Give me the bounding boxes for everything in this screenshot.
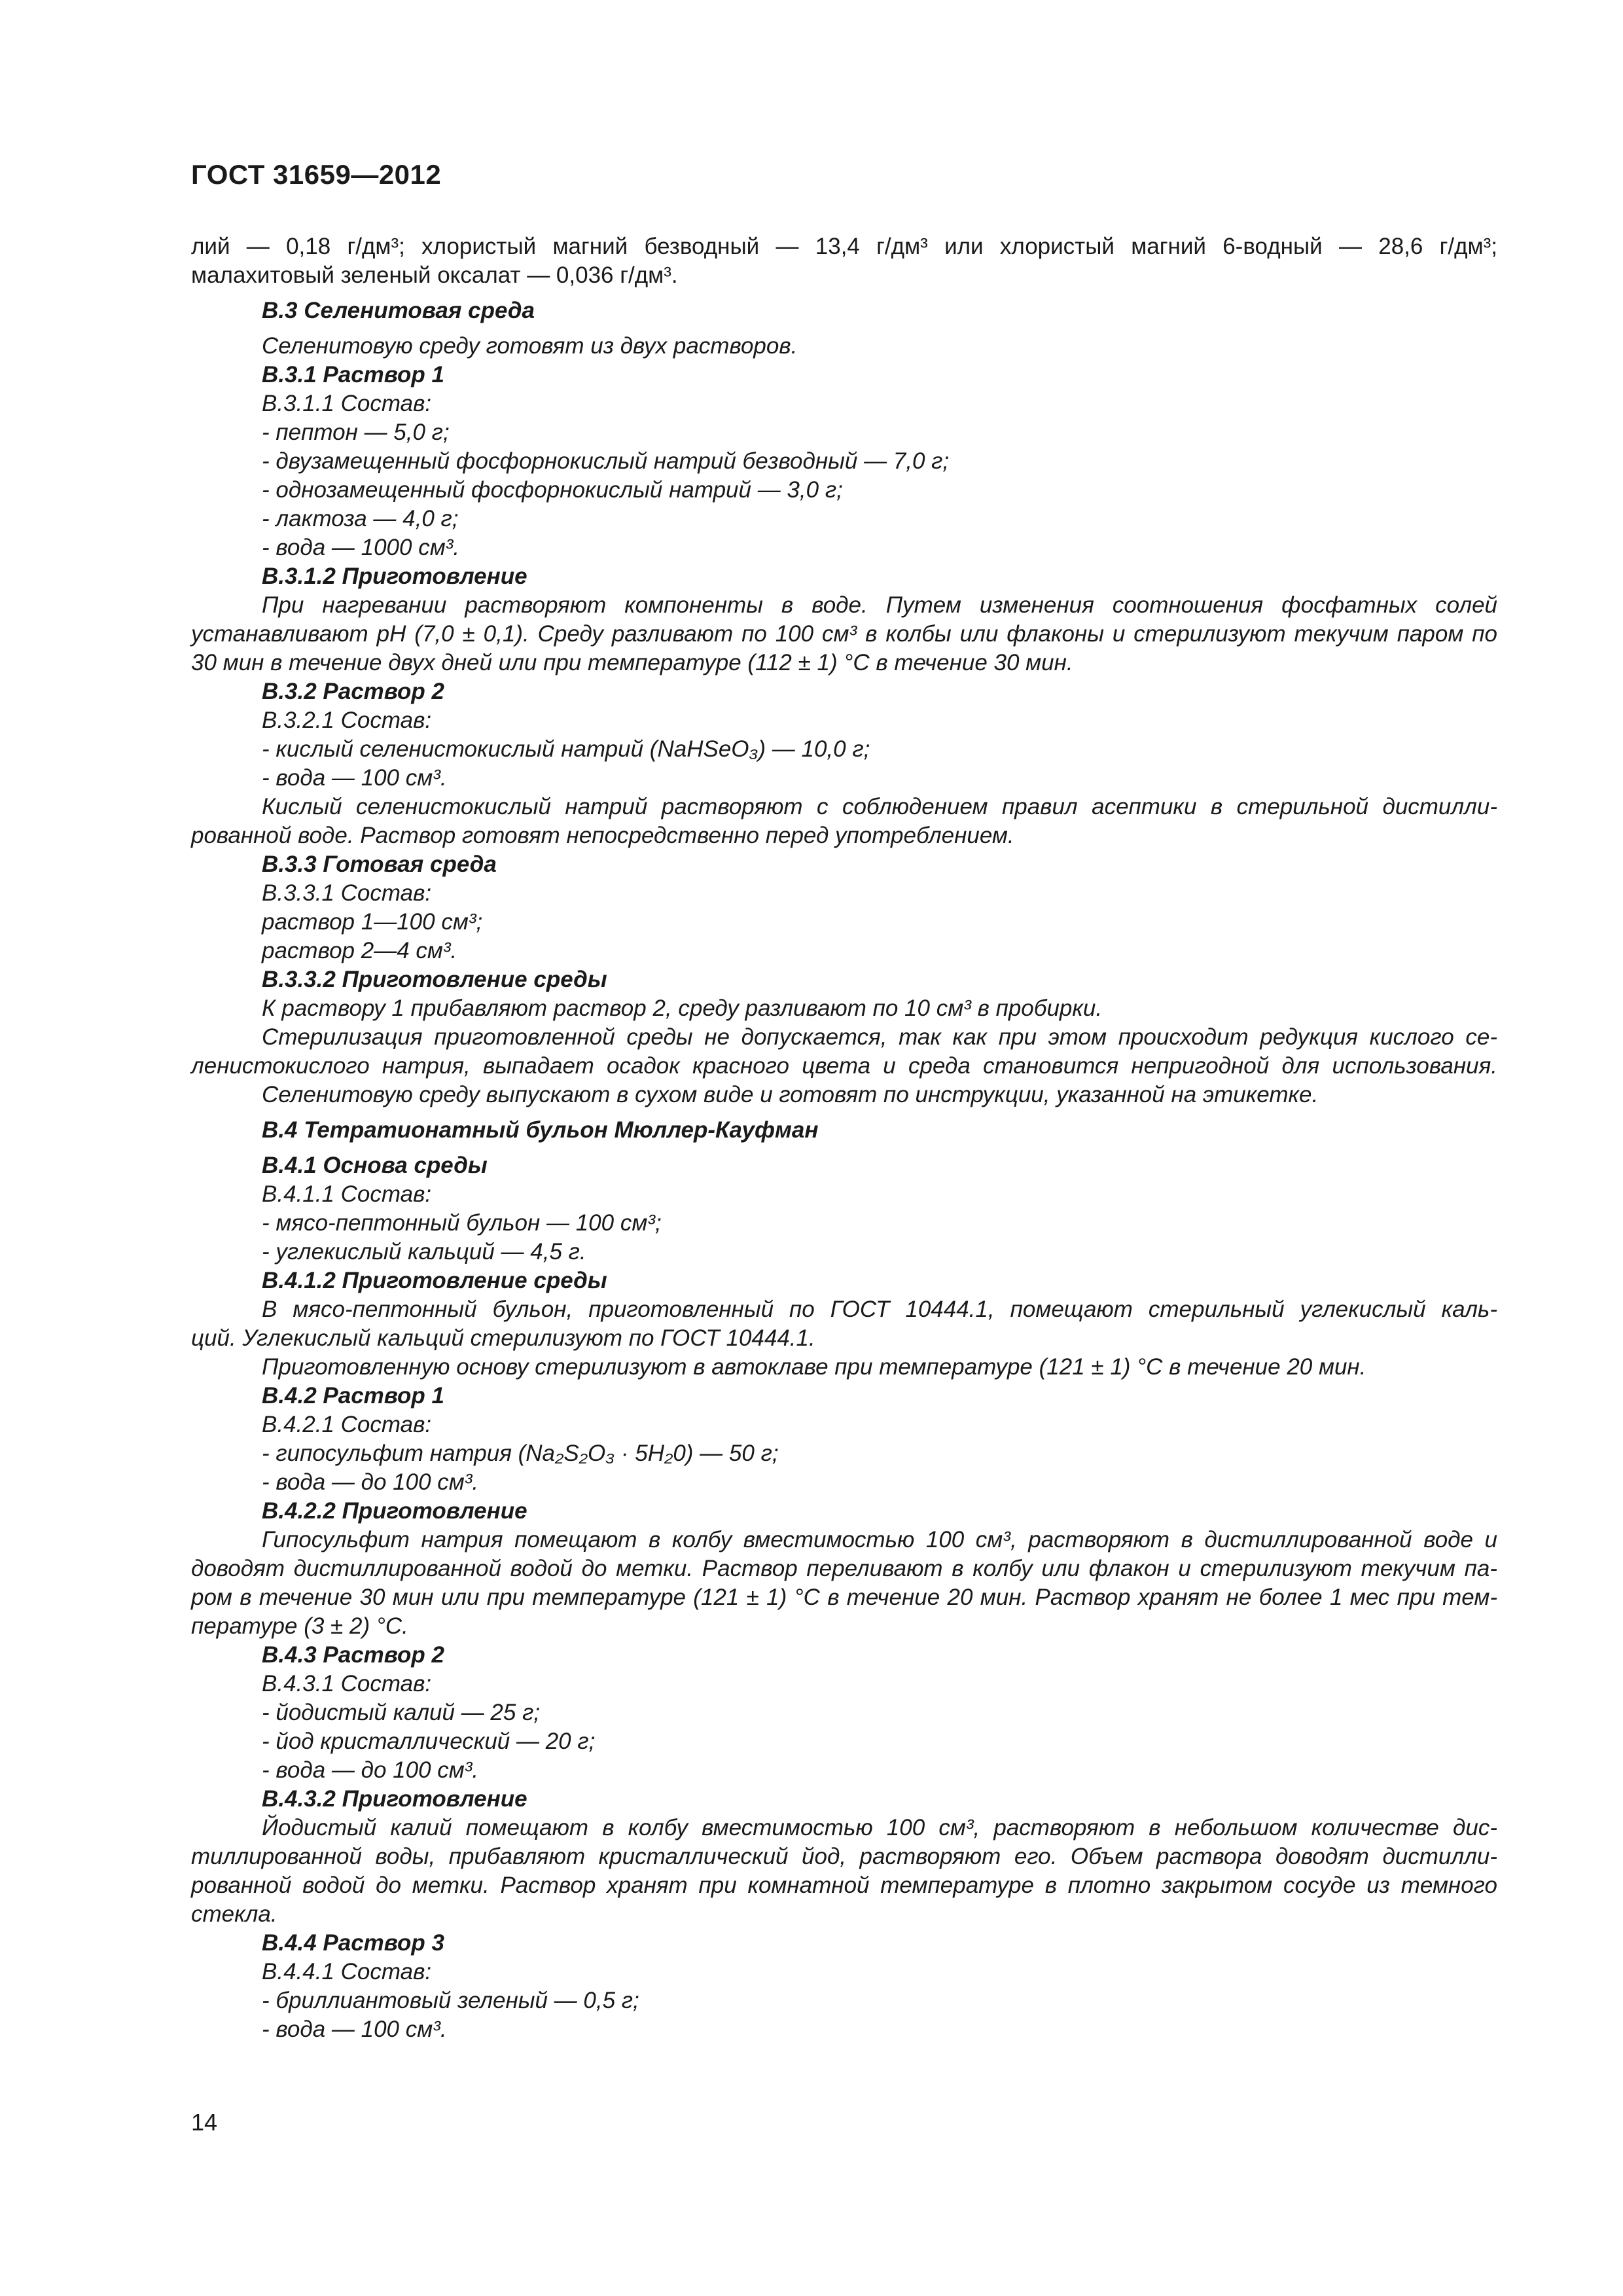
list-item: - пептон — 5,0 г;: [262, 420, 450, 445]
body-line: стекла.: [191, 1901, 277, 1927]
composition-label: В.4.4.1 Состав:: [262, 1959, 432, 1984]
body-line: ленистокислого натрия, выпадает осадок красного цвета и среда становится непригодной для использования.: [191, 1053, 1497, 1079]
subsection-heading: В.3.1.2 Приготовление: [262, 564, 527, 589]
list-item: - кислый селенистокислый натрий (NaHSeO₃) — 10,0 г;: [262, 736, 870, 762]
body-line: ций. Углекислый кальций стерилизуют по ГОСТ 10444.1.: [191, 1325, 815, 1351]
body-line: Гипосульфит натрия помещают в колбу вместимостью 100 см³, растворяют в дистиллированной воде и: [262, 1527, 1497, 1552]
subsection-heading: В.4.3 Раствор 2: [262, 1642, 444, 1668]
body-line: пературе (3 ± 2) °С.: [191, 1613, 408, 1639]
subsection-heading: В.4.1 Основа среды: [262, 1153, 488, 1178]
list-item: - вода — до 100 см³.: [262, 1469, 479, 1495]
subsection-heading: В.3.3 Готовая среда: [262, 852, 497, 877]
list-item: - гипосульфит натрия (Na₂S₂O₃ · 5H₂0) — 50 г;: [262, 1441, 779, 1466]
composition-label: В.4.2.1 Состав:: [262, 1412, 432, 1437]
body-line: Стерилизация приготовленной среды не допускается, так как при этом происходит редукция кислого се-: [262, 1024, 1497, 1050]
body-line: доводят дистиллированной водой до метки. Раствор переливают в колбу или флакон и стерилизуют текучим па-: [191, 1556, 1497, 1581]
body-line: тиллированной воды, прибавляют кристаллический йод, растворяют его. Объем раствора доводят дистилли-: [191, 1844, 1497, 1869]
body-line: В мясо-пептонный бульон, приготовленный по ГОСТ 10444.1, помещают стерильный углекислый каль-: [262, 1297, 1497, 1322]
composition-label: В.3.2.1 Состав:: [262, 708, 432, 733]
list-item: - бриллиантовый зеленый — 0,5 г;: [262, 1988, 639, 2013]
subsection-heading: В.3.3.2 Приготовление среды: [262, 967, 607, 992]
body-line: ром в течение 30 мин или при температуре (121 ± 1) °С в течение 20 мин. Раствор хранят не более 1 мес при тем-: [191, 1585, 1497, 1610]
document-body: [191, 232, 1497, 2044]
composition-label: В.4.1.1 Состав:: [262, 1181, 432, 1207]
list-item: раствор 1—100 см³;: [262, 909, 483, 935]
composition-label: В.4.3.1 Состав:: [262, 1671, 432, 1696]
list-item: - однозамещенный фосфорнокислый натрий — 3,0 г;: [262, 477, 843, 503]
body-line: лий — 0,18 г/дм³; хлористый магний безводный — 13,4 г/дм³ или хлористый магний 6-водный — 28,6 г/дм³;: [191, 234, 1497, 259]
body-line: Приготовленную основу стерилизуют в автоклаве при температуре (121 ± 1) °С в течение 20 мин.: [262, 1354, 1366, 1380]
section-heading: В.3 Селенитовая среда: [262, 298, 535, 323]
body-line: 30 мин в течение двух дней или при температуре (112 ± 1) °С в течение 30 мин.: [191, 650, 1073, 675]
list-item: раствор 2—4 см³.: [262, 938, 457, 963]
composition-label: В.3.3.1 Состав:: [262, 880, 432, 906]
body-line: устанавливают pH (7,0 ± 0,1). Среду разливают по 100 см³ в колбы или флаконы и стерилизуют текучим паром по: [191, 621, 1497, 647]
list-item: - вода — 100 см³.: [262, 765, 447, 791]
body-line: К раствору 1 прибавляют раствор 2, среду разливают по 10 см³ в пробирки.: [262, 996, 1103, 1021]
body-line: Йодистый калий помещают в колбу вместимостью 100 см³, растворяют в небольшом количестве дис-: [262, 1815, 1497, 1840]
subsection-heading: В.3.2 Раствор 2: [262, 679, 444, 704]
body-line: малахитовый зеленый оксалат — 0,036 г/дм³.: [191, 262, 678, 288]
list-item: - йодистый калий — 25 г;: [262, 1700, 541, 1725]
subsection-heading: В.4.4 Раствор 3: [262, 1930, 444, 1956]
list-item: - вода — до 100 см³.: [262, 1757, 479, 1783]
list-item: - йод кристаллический — 20 г;: [262, 1729, 596, 1754]
list-item: - вода — 100 см³.: [262, 2017, 447, 2042]
body-line: При нагревании растворяют компоненты в воде. Путем изменения соотношения фосфатных солей: [262, 592, 1497, 618]
composition-label: В.3.1.1 Состав:: [262, 391, 432, 416]
body-line: Селенитовую среду выпускают в сухом виде и готовят по инструкции, указанной на этикетке.: [262, 1082, 1319, 1107]
subsection-heading: В.4.3.2 Приготовление: [262, 1786, 527, 1812]
body-line: рованной водой до метки. Раствор хранят при комнатной температуре в плотно закрытом сосуде из темного: [191, 1873, 1497, 1898]
body-line: Кислый селенистокислый натрий растворяют с соблюдением правил асептики в стерильной дистилли-: [262, 794, 1497, 819]
subsection-heading: В.4.2.2 Приготовление: [262, 1498, 527, 1524]
subsection-heading: В.4.2 Раствор 1: [262, 1383, 444, 1408]
section-heading: В.4 Тетратионатный бульон Мюллер-Кауфман: [262, 1117, 819, 1143]
list-item: - лактоза — 4,0 г;: [262, 506, 459, 531]
subsection-heading: В.4.1.2 Приготовление среды: [262, 1268, 607, 1293]
list-item: - двузамещенный фосфорнокислый натрий безводный — 7,0 г;: [262, 448, 950, 474]
body-line: Селенитовую среду готовят из двух растворов.: [262, 333, 798, 359]
list-item: - мясо-пептонный бульон — 100 см³;: [262, 1210, 662, 1236]
list-item: - вода — 1000 см³.: [262, 535, 460, 560]
page-number: 14: [191, 2109, 218, 2136]
document-header: ГОСТ 31659—2012: [191, 159, 442, 190]
list-item: - углекислый кальций — 4,5 г.: [262, 1239, 586, 1265]
body-line: рованной воде. Раствор готовят непосредственно перед употреблением.: [191, 823, 1014, 848]
subsection-heading: В.3.1 Раствор 1: [262, 362, 444, 387]
